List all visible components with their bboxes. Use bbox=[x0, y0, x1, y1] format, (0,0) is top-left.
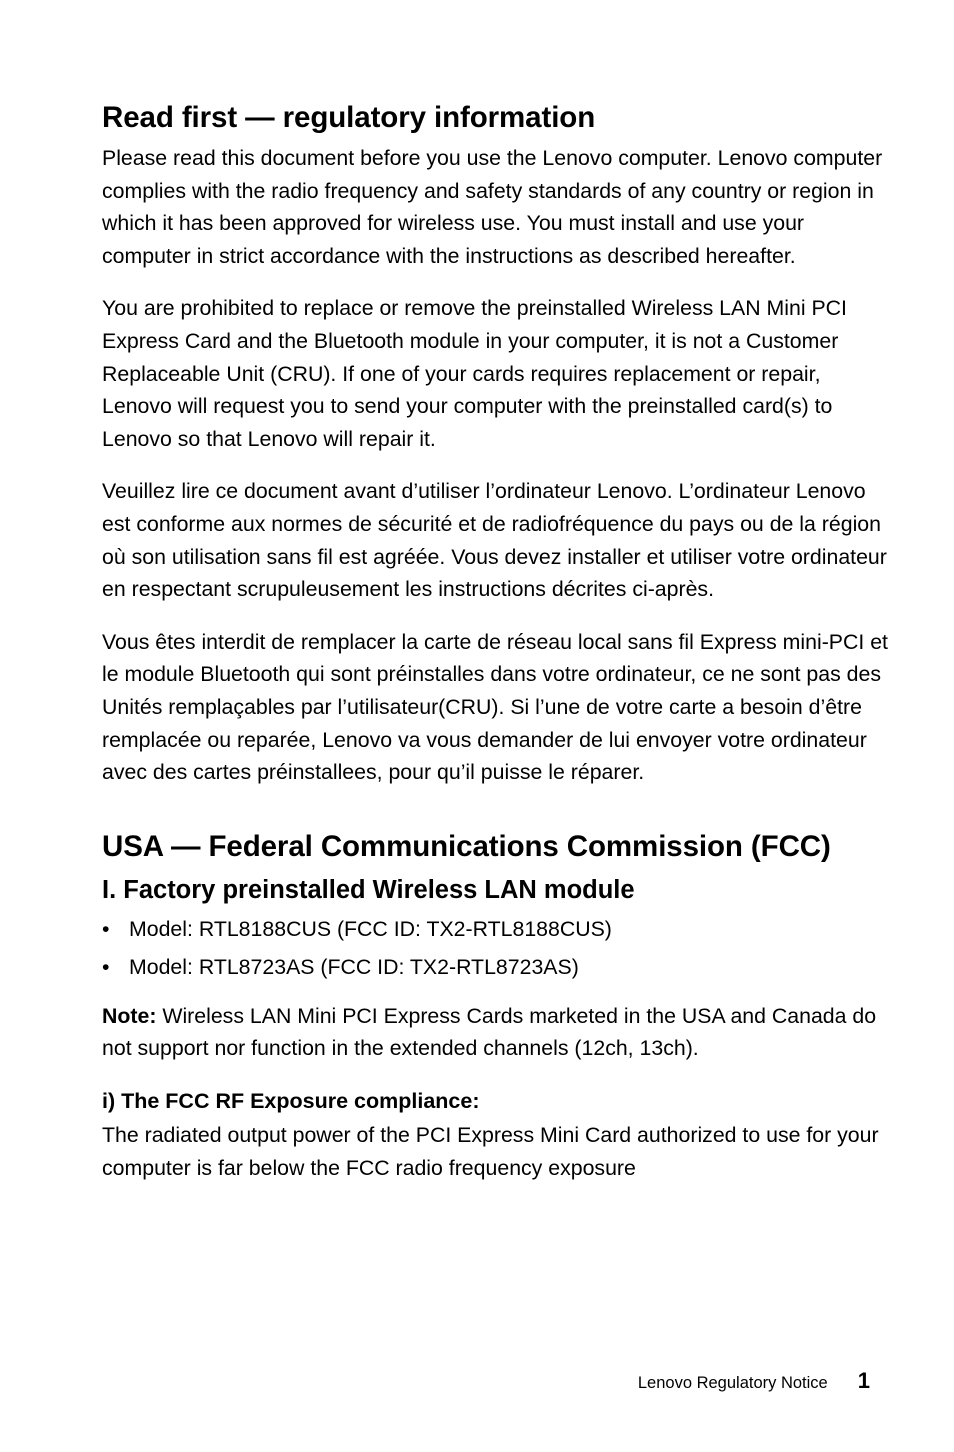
page-footer bbox=[638, 1368, 870, 1394]
paragraph-prohibited-en: You are prohibited to replace or remove the preinstalled Wireless LAN Mini PCI Express Card and the Bluetooth module in your computer, it is not a Customer Replaceable Unit (CRU). If one of your cards requires replacement or repair, Lenovo will request you to send your computer with the preinstalled card(s) to Lenovo so that Lenovo will repair it. bbox=[102, 296, 847, 451]
rf-exposure-title: i) The FCC RF Exposure compliance: bbox=[102, 1089, 480, 1114]
note-text: Wireless LAN Mini PCI Express Cards marketed in the USA and Canada do not support nor function in the extended channels (12ch, 13ch). bbox=[102, 1003, 877, 1061]
footer-title: Lenovo Regulatory Notice bbox=[637, 1374, 828, 1392]
document-page bbox=[102, 96, 892, 1204]
page-number: 1 bbox=[857, 1368, 870, 1393]
subsection-title-wlan-module: I. Factory preinstalled Wireless LAN module bbox=[102, 875, 635, 904]
paragraph-intro-en: Please read this document before you use the Lenovo computer. Lenovo computer complies with the radio frequency and safety standards of any country or region in which it has been approved for wireless use. You must install and use your computer in strict accordance with the instructions as described hereafter. bbox=[102, 146, 883, 268]
section-title-read-first: Read first — regulatory information bbox=[102, 101, 596, 134]
model-text: Model: RTL8188CUS (FCC ID: TX2-RTL8188CUS) bbox=[129, 916, 612, 941]
note-paragraph bbox=[102, 1000, 892, 1065]
note-label: Note: bbox=[102, 1003, 157, 1028]
paragraph-intro-fr: Veuillez lire ce document avant d’utiliser l’ordinateur Lenovo. L’ordinateur Lenovo est conforme aux normes de sécurité et de radiofréquence du pays ou de la région où son utilisation sans fil est agréée. Vous devez installer et utiliser votre ordinateur en respectant scrupuleusement les instructions décrites ci-après. bbox=[102, 479, 887, 602]
model-list bbox=[102, 913, 892, 984]
rf-exposure-text: The radiated output power of the PCI Express Mini Card authorized to use for your computer is far below the FCC radio frequency exposure bbox=[102, 1123, 879, 1180]
list-item bbox=[102, 913, 892, 946]
list-item bbox=[102, 951, 892, 984]
paragraph-prohibited-fr: Vous êtes interdit de remplacer la carte de réseau local sans fil Express mini-PCI et le module Bluetooth qui sont préinstalles dans votre ordinateur, ce ne sont pas des Unités remplaçables par l’utilisateur(CRU). Si l’une de votre carte a besoin d’être remplacée ou reparée, Lenovo va vous demander de lui envoyer votre ordinateur avec des cartes préinstallees, pour qu’il puisse le réparer. bbox=[102, 629, 888, 785]
section-title-fcc: USA — Federal Communications Commission (FCC) bbox=[102, 829, 831, 863]
model-text: Model: RTL8723AS (FCC ID: TX2-RTL8723AS) bbox=[129, 955, 579, 980]
bullet: • bbox=[102, 916, 110, 941]
bullet: • bbox=[102, 955, 110, 980]
